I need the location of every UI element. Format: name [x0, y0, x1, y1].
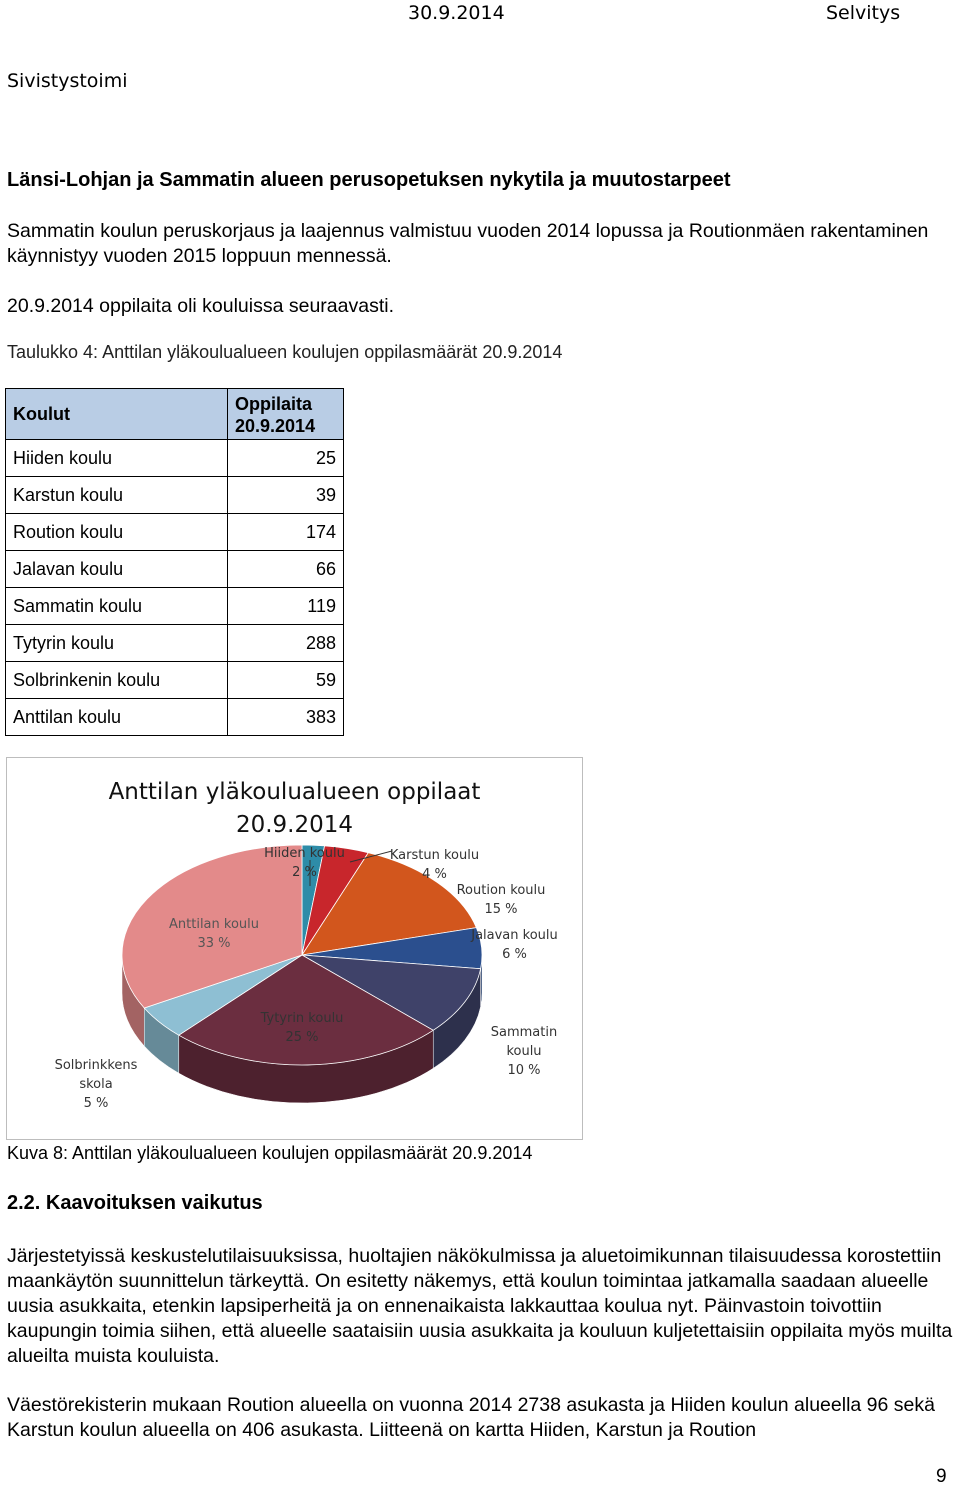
table-row [6, 699, 344, 736]
school-name: Hiiden koulu [6, 440, 228, 477]
label-hiiden: Hiiden koulu 2 % [264, 846, 345, 880]
student-count: 288 [228, 625, 344, 662]
table-row [6, 514, 344, 551]
label-solbrinkkens: Solbrinkkens skola 5 % [54, 1058, 138, 1111]
student-count: 174 [228, 514, 344, 551]
label-sammatin: Sammatin koulu 10 % [490, 1025, 558, 1078]
table-row [6, 625, 344, 662]
student-count: 119 [228, 588, 344, 625]
section-heading: 2.2. Kaavoituksen vaikutus [7, 1192, 263, 1214]
school-name: Jalavan koulu [6, 551, 228, 588]
table-header-row [6, 389, 344, 440]
student-count: 383 [228, 699, 344, 736]
chart-title: Anttilan yläkoulualueen oppilaat 20.9.2014 [108, 779, 481, 838]
department-label: Sivistystoimi [7, 70, 128, 92]
student-count: 25 [228, 440, 344, 477]
figure-caption: Kuva 8: Anttilan yläkoulualueen koulujen oppilasmäärät 20.9.2014 [7, 1143, 533, 1163]
school-name: Solbrinkenin koulu [6, 662, 228, 699]
label-anttilan: Anttilan koulu 33 % [169, 917, 259, 951]
label-roution: Roution koulu 15 % [456, 883, 546, 917]
table-row [6, 588, 344, 625]
students-sentence: 20.9.2014 oppilaita oli kouluissa seuraavasti. [7, 295, 395, 317]
body-paragraph-1: Järjestetyissä keskustelutilaisuuksissa, huoltajien näkökulmissa ja aluetoimikunnan tilaisuudessa korostettiin maankäytön suunnittelun tärkeyttä. On esitetty näkemys, että koulun toimintaa jatkamalla saadaan alueelle uusia asukkaita, etenkin lapsiperheitä ja on ennenaikaista lakkauttaa koulua nyt. Päinvastoin toivottiin kaupungin toimia siihen, että alueelle saataisiin uusia asukkaita ja kouluun kuljetettaisiin oppilaita myös muilta alueilta muista kouluista. [7, 1245, 953, 1367]
student-count: 59 [228, 662, 344, 699]
table-row [6, 551, 344, 588]
label-karstun: Karstun koulu 4 % [389, 848, 480, 882]
document-title: Länsi-Lohjan ja Sammatin alueen perusopetuksen nykytila ja muutostarpeet [7, 169, 731, 191]
header-students: Oppilaita 20.9.2014 [228, 389, 344, 440]
table-row [6, 440, 344, 477]
school-name: Sammatin koulu [6, 588, 228, 625]
header-doc-type: Selvitys [826, 2, 901, 24]
table-row [6, 662, 344, 699]
header-schools: Koulut [6, 389, 228, 440]
school-name: Roution koulu [6, 514, 228, 551]
body-paragraph-2: Väestörekisterin mukaan Roution alueella on vuonna 2014 2738 asukasta ja Hiiden koulun alueella 96 sekä Karstun koulun alueella on 406 asukasta. Liitteenä on kartta Hiiden, Karstun ja Roution [7, 1394, 935, 1441]
table-row [6, 477, 344, 514]
school-name: Karstun koulu [6, 477, 228, 514]
student-count: 66 [228, 551, 344, 588]
pie-chart [6, 757, 583, 1140]
schools-table [5, 388, 344, 736]
page-number: 9 [936, 1466, 947, 1487]
intro-paragraph: Sammatin koulun peruskorjaus ja laajennus valmistuu vuoden 2014 lopussa ja Routionmäen rakentaminen käynnistyy vuoden 2015 loppuun mennessä. [7, 220, 929, 267]
label-tytyrin: Tytyrin koulu 25 % [260, 1011, 344, 1045]
header-date: 30.9.2014 [408, 2, 505, 24]
school-name: Tytyrin koulu [6, 625, 228, 662]
school-name: Anttilan koulu [6, 699, 228, 736]
student-count: 39 [228, 477, 344, 514]
label-jalavan: Jalavan koulu 6 % [471, 928, 558, 962]
table-caption: Taulukko 4: Anttilan yläkoulualueen koulujen oppilasmäärät 20.9.2014 [7, 342, 563, 362]
